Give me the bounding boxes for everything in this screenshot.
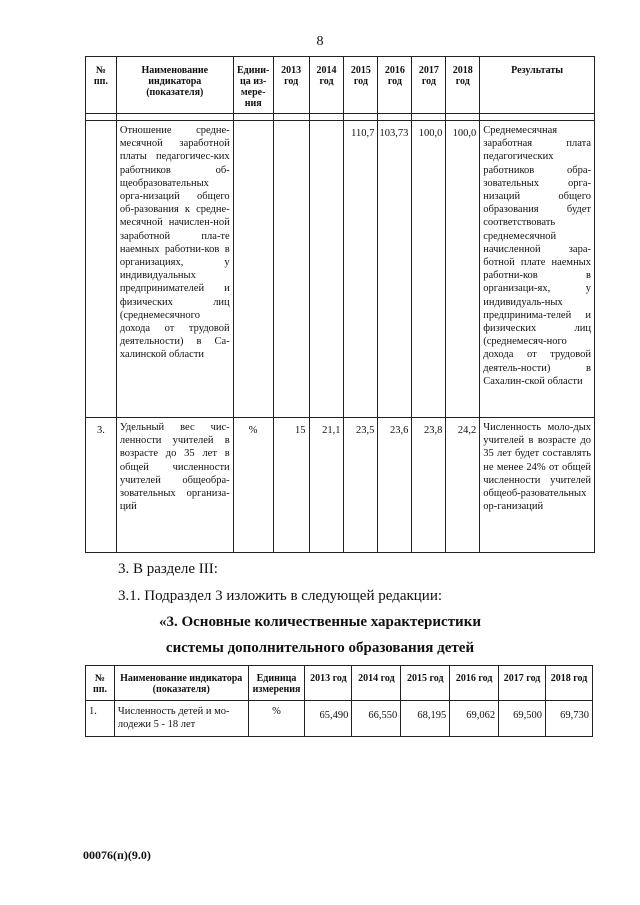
- row2-results: Численность моло-дых учителей в возрасте до 35 лет будет составлять не менее 24% от общей численности учителей общеоб-разовательных ор-ганизаций: [480, 418, 595, 553]
- row1-2015: 110,7: [344, 121, 378, 418]
- row1-results: Среднемесячная заработная плата педагогических работников обра-зовательных орга-низаций общего образования будет соответствовать среднемесячной начисленной зара-ботной плате наемных работни-ков в организаци-ях, у индивидуаль-ных предпринима-телей и физических лиц (среднемесяч-ного дохода от трудовой деятель-ности) в Сахалин-ской области: [480, 121, 595, 418]
- row1-name: Отношение средне-месячной заработной платы педагогичес-ких работников об-щеобразовательных орга-низаций общего об-разования к средне-месячной начислен-ной заработной пла-те наемных работни-ков в организациях, у индивидуальных предпринимателей и физических лиц (среднемесячного дохода от трудовой деятельности) в Са-халинской области: [116, 121, 233, 418]
- t2-row-name: Численность детей и мо-лодежи 5 - 18 лет: [114, 701, 248, 737]
- row1-2013: [273, 121, 309, 418]
- table-row: [86, 418, 595, 553]
- table-header-row: [86, 666, 593, 701]
- header-num: № пп.: [86, 57, 117, 114]
- row2-name: Удельный вес чис-ленности учителей в возрасте до 35 лет в общей численности учителей общеобра-зовательных организа-ций: [116, 418, 233, 553]
- t2-row-2013: 65,490: [305, 701, 352, 737]
- t2-header-2018: 2018 год: [546, 666, 593, 701]
- subsection-paragraph: 3.1. Подраздел 3 изложить в следующей редакции:: [118, 588, 443, 604]
- row2-2018: 24,2: [446, 418, 480, 553]
- document-code: 00076(п)(9.0): [83, 848, 151, 862]
- row2-num: 3.: [86, 418, 117, 553]
- table-header-row: [86, 57, 595, 114]
- header-2016: 2016 год: [378, 57, 412, 114]
- t2-header-name: Наименование индикатора (показателя): [114, 666, 248, 701]
- section-paragraph: 3. В разделе III:: [118, 561, 218, 577]
- row2-2013: 15: [273, 418, 309, 553]
- row1-2018: 100,0: [446, 121, 480, 418]
- header-2015: 2015 год: [344, 57, 378, 114]
- table-row: [86, 121, 595, 418]
- t2-row-2016: 69,062: [450, 701, 499, 737]
- t2-row-unit: %: [248, 701, 305, 737]
- t2-row-2015: 68,195: [401, 701, 450, 737]
- indicators-table: [85, 56, 595, 553]
- row1-2017: 100,0: [412, 121, 446, 418]
- row2-2017: 23,8: [412, 418, 446, 553]
- header-2014: 2014 год: [309, 57, 344, 114]
- row1-unit: [233, 121, 273, 418]
- row1-2016: 103,73: [378, 121, 412, 418]
- t2-header-2015: 2015 год: [401, 666, 450, 701]
- header-unit: Едини-ца из-мере-ния: [233, 57, 273, 114]
- row2-2016: 23,6: [378, 418, 412, 553]
- t2-header-unit: Единица измерения: [248, 666, 305, 701]
- t2-header-2014: 2014 год: [352, 666, 401, 701]
- t2-row-2017: 69,500: [499, 701, 546, 737]
- section-heading-line1: «3. Основные количественные характеристики: [158, 614, 481, 630]
- row1-2014: [309, 121, 344, 418]
- header-results: Результаты: [480, 57, 595, 114]
- table-row: [86, 701, 593, 737]
- t2-row-2014: 66,550: [352, 701, 401, 737]
- t2-header-2016: 2016 год: [450, 666, 499, 701]
- t2-row-2018: 69,730: [546, 701, 593, 737]
- row2-2014: 21,1: [309, 418, 344, 553]
- header-2017: 2017 год: [412, 57, 446, 114]
- header-2013: 2013 год: [273, 57, 309, 114]
- row2-2015: 23,5: [344, 418, 378, 553]
- header-2018: 2018 год: [446, 57, 480, 114]
- header-name: Наименование индикатора (показателя): [116, 57, 233, 114]
- page-number: 8: [316, 34, 324, 49]
- additional-education-table: [85, 665, 593, 737]
- row2-unit: %: [233, 418, 273, 553]
- spacer-row: [86, 114, 595, 121]
- t2-row-num: 1.: [86, 701, 115, 737]
- t2-header-2013: 2013 год: [305, 666, 352, 701]
- row1-num: [86, 121, 117, 418]
- t2-header-num: № пп.: [86, 666, 115, 701]
- section-heading-line2: системы дополнительного образования детей: [165, 640, 475, 656]
- t2-header-2017: 2017 год: [499, 666, 546, 701]
